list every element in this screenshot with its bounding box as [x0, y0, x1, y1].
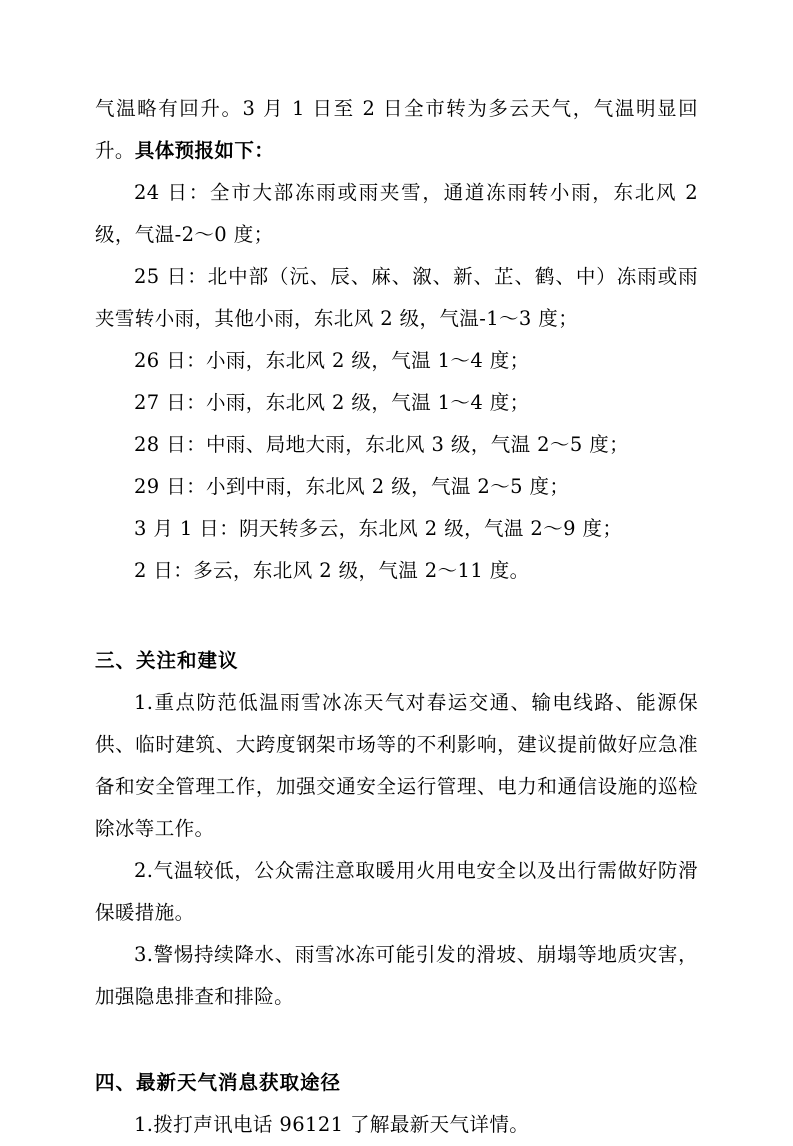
document-body	[95, 88, 698, 1146]
section-spacer-one	[95, 592, 698, 640]
section-four-item-1: 1.拨打声讯电话 96121 了解最新天气详情。	[134, 1113, 530, 1136]
forecast-line-march-1: 3 月 1 日：阴天转多云，东北风 2 级，气温 2～9 度；	[134, 517, 623, 540]
paragraph-intro	[95, 88, 698, 172]
forecast-line-29: 29 日：小到中雨，东北风 2 级，气温 2～5 度；	[134, 475, 570, 498]
section-three-item-3: 3.警惕持续降水、雨雪冰冻可能引发的滑坡、崩塌等地质灾害，加强隐患排查和排险。	[95, 943, 698, 1008]
forecast-line-march-2: 2 日：多云，东北风 2 级，气温 2～11 度。	[134, 559, 530, 582]
section-heading-three: 三、关注和建议	[95, 649, 239, 672]
forecast-line-28: 28 日：中雨、局地大雨，东北风 3 级，气温 2～5 度；	[134, 433, 630, 456]
forecast-line-27: 27 日：小雨，东北风 2 级，气温 1～4 度；	[134, 391, 530, 414]
section-heading-four: 四、最新天气消息获取途径	[95, 1071, 342, 1094]
forecast-line-24: 24 日：全市大部冻雨或雨夹雪，通道冻雨转小雨，东北风 2 级，气温-2～0 度；	[95, 181, 698, 246]
paragraph-intro-bold-tail: 具体预报如下：	[134, 139, 275, 162]
paragraph-intro-text: 气温略有回升。3 月 1 日至 2 日全市转为多云天气，气温明显回升。	[95, 97, 698, 162]
section-three-item-2: 2.气温较低，公众需注意取暖用火用电安全以及出行需做好防滑保暖措施。	[95, 859, 698, 924]
forecast-line-26: 26 日：小雨，东北风 2 级，气温 1～4 度；	[134, 349, 530, 372]
section-three-item-1: 1.重点防范低温雨雪冰冻天气对春运交通、输电线路、能源保供、临时建筑、大跨度钢架市场等的不利影响，建议提前做好应急准备和安全管理工作，加强交通安全运行管理、电力和通信设施的巡检除冰等工作。	[95, 691, 698, 840]
forecast-line-25: 25 日：北中部（沅、辰、麻、溆、新、芷、鹤、中）冻雨或雨夹雪转小雨，其他小雨，东北风 2 级，气温-1～3 度；	[95, 265, 698, 330]
section-spacer-two	[95, 1018, 698, 1062]
